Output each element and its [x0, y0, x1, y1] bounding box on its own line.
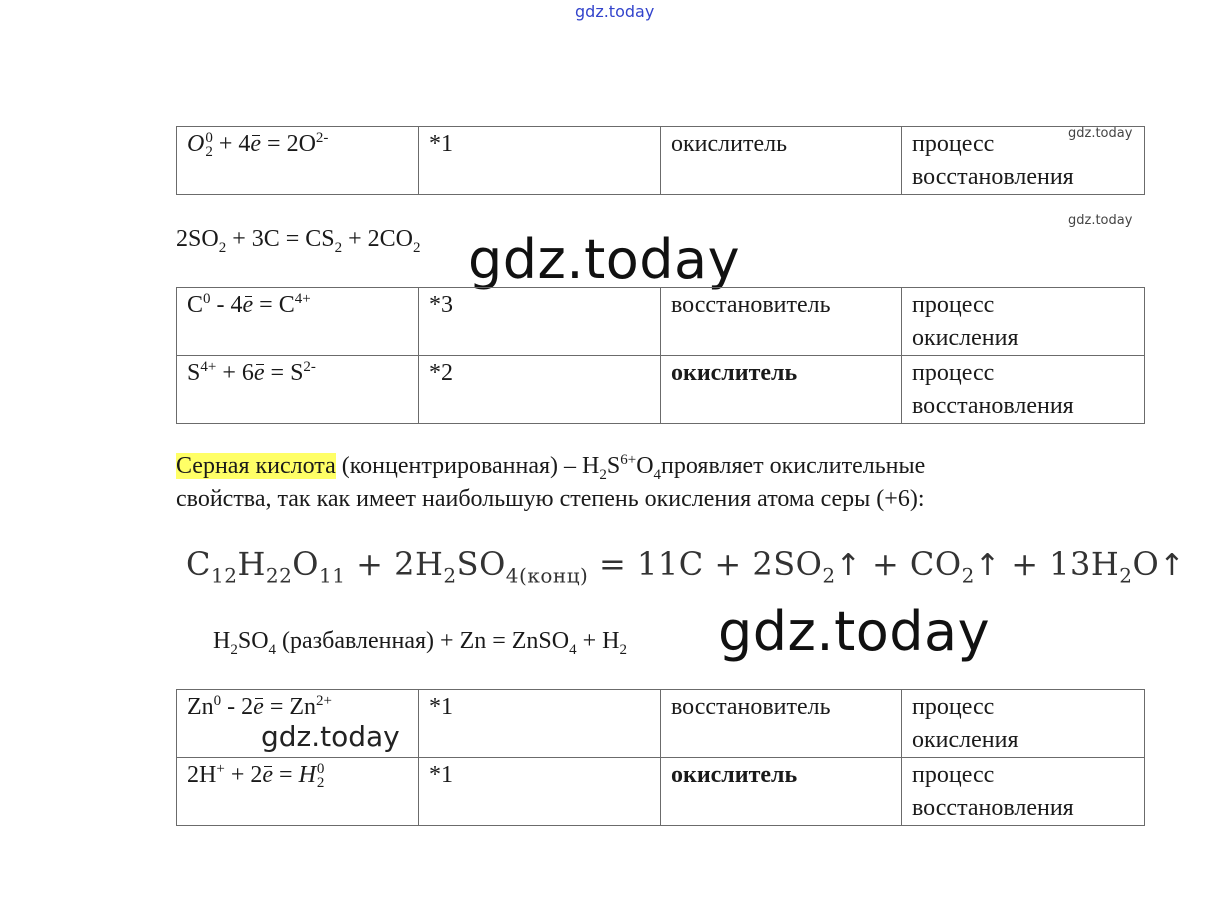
process-line-1: процесс — [912, 360, 995, 386]
equation-so2-carbon: $2SO_2 + 3C = CS_2 + 2CO_2$ — [176, 226, 421, 256]
cell-equation: O 0 2 + $4e = 2O^{2-}$ — [177, 127, 419, 195]
watermark-mid: gdz.today — [261, 720, 400, 753]
process-line-1: процесс — [912, 131, 995, 157]
process-line-2: окисления — [912, 727, 1019, 753]
cell-role: окислитель — [661, 758, 902, 826]
process-line-2: окисления — [912, 325, 1019, 351]
highlighted-term: Серная кислота — [176, 453, 336, 479]
watermark-big-2: gdz.today — [718, 600, 991, 663]
paragraph-line-1: Серная кислота (концентрированная) – $H_2S^{6+}O_4проявляет$ окислительные — [176, 452, 926, 483]
table-row — [177, 288, 1145, 356]
cell-process — [902, 127, 1145, 195]
cell-process — [902, 356, 1145, 424]
cell-coef: *2 — [419, 356, 661, 424]
cell-role: восстановитель — [661, 288, 902, 356]
table-row — [177, 356, 1145, 424]
cell-equation: $Zn^0 - 2e = Zn^{2+}$ — [177, 690, 419, 758]
table-row — [177, 758, 1145, 826]
cell-equation: $S^{4+} + 6e = S^{2-}$ — [177, 356, 419, 424]
cell-coef: *1 — [419, 127, 661, 195]
process-line-1: процесс — [912, 694, 995, 720]
cell-coef: *1 — [419, 690, 661, 758]
equation-sucrose-sulfuric: $C_{12}H_{22}O_{11} + 2H_2SO_{4(конц)} = 11C$ + $2SO_2↑$ + $CO_2↑$ + $13H_2O↑$ — [186, 545, 1185, 588]
table-carbon-sulfur — [176, 287, 1145, 424]
process-line-2: восстановления — [912, 795, 1074, 821]
process-line-2: восстановления — [912, 164, 1074, 190]
cell-role: окислитель — [661, 356, 902, 424]
paragraph-line-2: свойства, так как имеет наибольшую степень окисления атома серы (+6): — [176, 486, 925, 512]
cell-process — [902, 758, 1145, 826]
cell-equation: $C^0 - 4e = C^{4+}$ — [177, 288, 419, 356]
table-row — [177, 127, 1145, 195]
process-line-1: процесс — [912, 762, 995, 788]
process-line-1: процесс — [912, 292, 995, 318]
table-oxygen — [176, 126, 1145, 195]
cell-coef: *1 — [419, 758, 661, 826]
cell-role: восстановитель — [661, 690, 902, 758]
watermark-top[interactable]: gdz.today — [575, 2, 655, 21]
process-line-2: восстановления — [912, 393, 1074, 419]
cell-process — [902, 690, 1145, 758]
watermark-big-1: gdz.today — [468, 228, 741, 291]
cell-equation: 2H+ + 2e = H 0 2 — [177, 758, 419, 826]
cell-process — [902, 288, 1145, 356]
cell-coef: *3 — [419, 288, 661, 356]
watermark-small-right: gdz.today — [1068, 213, 1133, 228]
table-zinc-hydrogen — [176, 689, 1145, 826]
watermark-table-corner: gdz.today — [1068, 126, 1133, 141]
equation-dilute-zinc: $H_2SO_4$ (разбавленная) + Zn = ZnSO$_4$ + $H_2$ — [213, 628, 627, 658]
cell-role: окислитель — [661, 127, 902, 195]
